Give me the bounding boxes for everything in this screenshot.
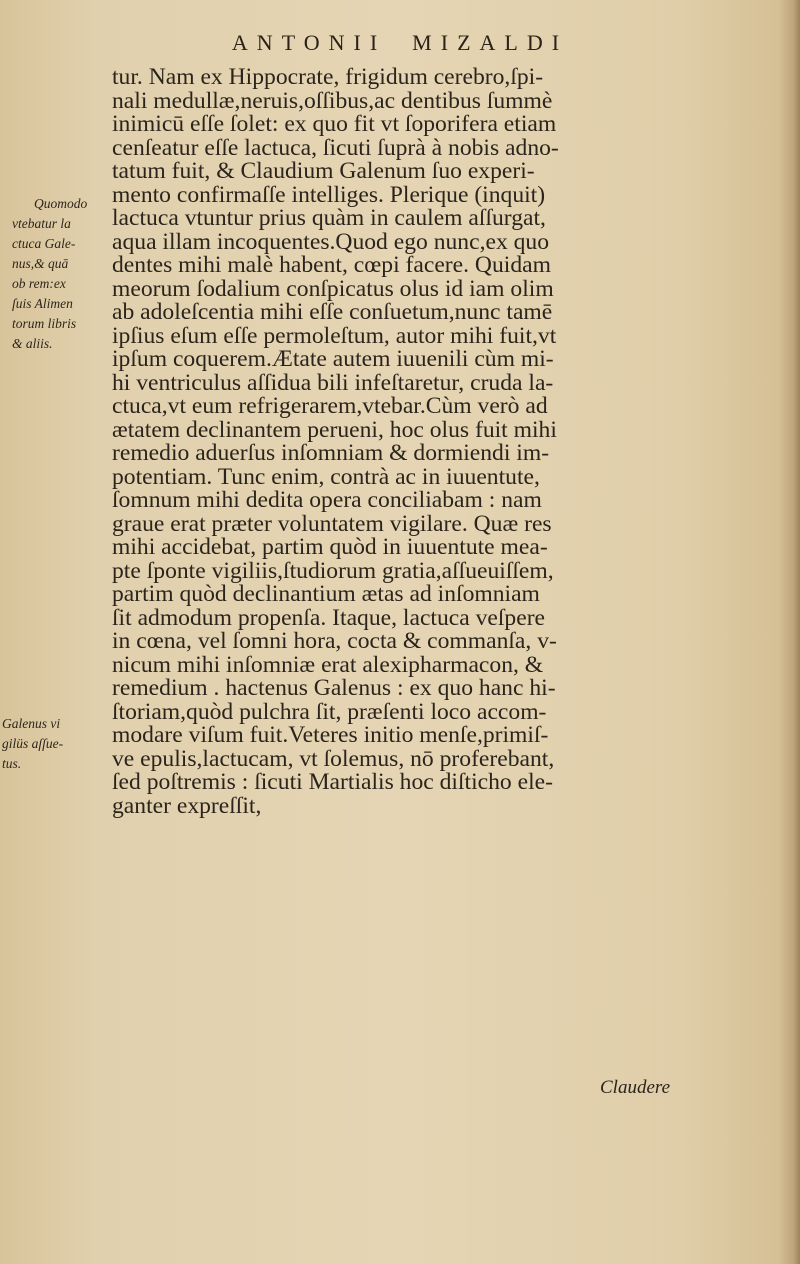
text-line: aqua illam incoquentes.Quod ego nunc,ex quo bbox=[112, 228, 550, 255]
text-line: ſed poſtremis : ſicuti Martialis hoc diſticho ele- bbox=[112, 769, 553, 795]
margin-note-line: tus. bbox=[2, 756, 22, 771]
text-line: pte ſponte vigiliis,ſtudiorum gratia,aſſueuiſſem, bbox=[112, 557, 554, 584]
text-line: ipſius eſum eſſe permoleſtum, autor mihi fuit,vt bbox=[112, 322, 557, 349]
main-text-block bbox=[112, 66, 772, 818]
text-line: hi ventriculus aſſidua bili infeſtaretur, cruda la- bbox=[112, 369, 554, 396]
text-line: potentiam. Tunc enim, contrà ac in iuuentute, bbox=[112, 463, 540, 490]
page-edge-shadow bbox=[778, 0, 800, 1264]
text-line: ſomnum mihi dedita opera conciliabam : nam bbox=[112, 487, 542, 513]
running-head-letter: L bbox=[504, 30, 527, 55]
text-line: ſtoriam,quòd pulchra ſit, præſenti loco accom- bbox=[112, 698, 547, 725]
text-line: ætatem declinantem perueni, hoc olus fuit mihi bbox=[112, 416, 557, 443]
running-head-letter: A bbox=[479, 30, 505, 55]
text-line: ganter expreſſit, bbox=[112, 792, 262, 819]
running-head-letter: O bbox=[303, 30, 329, 55]
margin-note-line: ob rem:ex bbox=[12, 276, 66, 291]
text-line: modare viſum fuit.Veteres initio menſe,primiſ- bbox=[112, 722, 549, 748]
running-head-letter: I bbox=[551, 30, 569, 55]
text-line: ab adoleſcentia mihi eſſe conſuetum,nunc tamē bbox=[112, 299, 553, 325]
running-head-letter: N bbox=[256, 30, 282, 55]
running-head-letter: I bbox=[353, 30, 370, 55]
margin-note-line: Galenus vi bbox=[2, 716, 61, 731]
text-line: remedium . hactenus Galenus : ex quo hanc hi- bbox=[112, 675, 556, 701]
catchword: Claudere bbox=[600, 1077, 671, 1098]
text-line: ipſum coquerem.Ætate autem iuuenili cùm mi- bbox=[112, 346, 554, 372]
margin-note-line: torum libris bbox=[12, 316, 77, 331]
margin-note-line: & aliis. bbox=[12, 336, 53, 351]
margin-note-line: gilüs aſſue- bbox=[2, 736, 64, 751]
running-head-letter: M bbox=[412, 30, 441, 55]
margin-note-line: ſuis Alimen bbox=[12, 296, 73, 311]
margin-note-line: nus,& quā bbox=[12, 256, 69, 271]
text-line: partim quòd declinantium ætas ad inſomniam bbox=[112, 581, 540, 607]
text-line: graue erat præter voluntatem vigilare. Quæ res bbox=[112, 510, 552, 537]
text-line: ſit admodum propenſa. Itaque, lactuca veſpere bbox=[112, 604, 546, 631]
text-line: tur. Nam ex Hippocrate, frigidum cerebro,ſpi- bbox=[112, 64, 544, 90]
running-head-letter: N bbox=[328, 30, 354, 55]
running-head-letter: D bbox=[526, 30, 552, 55]
running-head-letter: A bbox=[231, 30, 257, 55]
running-head-letter: I bbox=[369, 30, 387, 55]
text-line: mento confirmaſſe intelliges. Plerique (inquit) bbox=[112, 181, 546, 208]
text-line: nicum mihi inſomniæ erat alexipharmacon, & bbox=[112, 651, 544, 678]
text-line: lactuca vtuntur prius quàm in caulem aſſurgat, bbox=[112, 205, 546, 231]
text-line: nali medullæ,neruis,oſſibus,ac dentibus ſummè bbox=[112, 87, 553, 114]
margin-note-galenus-lactuca bbox=[12, 194, 87, 354]
text-line: cenſeatur eſſe lactuca, ſicuti ſuprà à nobis adno- bbox=[112, 134, 559, 161]
text-line: meorum ſodalium conſpicatus olus id iam olim bbox=[112, 275, 554, 302]
running-head-letter: T bbox=[281, 30, 304, 55]
text-line: mihi accidebat, partim quòd in iuuentute mea- bbox=[112, 534, 548, 560]
running-head-letter: I bbox=[440, 30, 458, 55]
margin-note-line: Quomodo bbox=[34, 196, 88, 211]
text-line: tatum fuit, & Claudium Galenum ſuo experi- bbox=[112, 158, 535, 184]
running-head-letter: Z bbox=[457, 30, 480, 55]
margin-note-line: vtebatur la bbox=[12, 216, 71, 231]
running-head bbox=[0, 30, 800, 56]
text-line: inimicū eſſe ſolet: ex quo fit vt ſoporifera etiam bbox=[112, 111, 557, 137]
margin-note-galenus-vigiliis bbox=[2, 714, 63, 774]
text-line: dentes mihi malè habent, cœpi facere. Quidam bbox=[112, 252, 551, 278]
text-line: ctuca,vt eum refrigerarem,vtebar.Cùm verò ad bbox=[112, 393, 548, 419]
text-line: ve epulis,lactucam, vt ſolemus, nō proferebant, bbox=[112, 745, 555, 772]
text-line: remedio aduerſus inſomniam & dormiendi im- bbox=[112, 440, 550, 466]
margin-note-line: ctuca Gale- bbox=[12, 236, 76, 251]
text-line: in cœna, vel ſomni hora, cocta & commanſa, v- bbox=[112, 628, 557, 654]
